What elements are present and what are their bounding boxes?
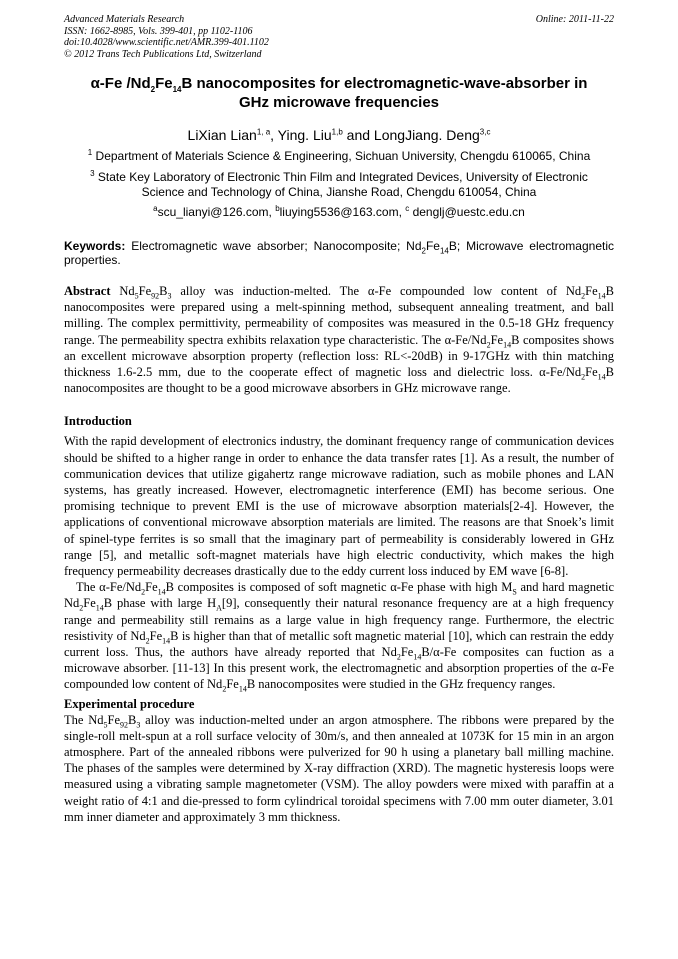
introduction-paragraph-1: With the rapid development of electronics industry, the dominant frequency range of communication devices should be shifted to a higher range in order to enhance the data transfer rates [1]. As a result, the number of communication devices that utilize gigahertz range microwave radiation, such as mobile phones and LAN systems, has greatly increased. However, electromagnetic interference (EMI) has become serious. One promising technique to prevent EMI is the use of microwave absorption materials[2-4]. However, the applications of conventional microwave absorption materials are limited. The reasons are that Snoek’s limit of spinel-type ferrites is so small that the imaginary part of permeability is considerably lowered in GHz range [5], and metallic soft-magnet materials have high electric conductivity, which makes the high frequency permeability decreases drastically due to the eddy current loss induced by EM wave [6-8]. — [64, 434, 614, 579]
paper-title: α-Fe $/Nd_2Fe_{14}B$ nanocomposites for electromagnetic-wave-absorber in GHz microwave frequencies — [90, 75, 588, 111]
online-date: Online: 2011-11-22 — [535, 14, 614, 25]
keywords: Keywords: Electromagnetic wave absorber; Nanocomposite; $Nd_2Fe_{14}B$; Microwave electromagnetic properties. — [64, 239, 614, 267]
journal-name: Advanced Materials Research — [64, 14, 185, 25]
introduction-paragraph-2: The $\alpha-Fe/Nd_2Fe_{14}B$ composites is composed of soft magnetic α-Fe phase with high $M_S$ and hard magnetic $Nd_2Fe_{14}B$ phase with large $H_A[9]$, consequently their natural resonance frequency are at a high frequency range and permeability still remains as a large value in high frequency range. Furthermore, the electric resistivity of $Nd_2Fe_{14}B$ is higher than that of metallic soft magnetic material [10], which can restrain the eddy current loss. Thus, the authors have already reported that $Nd_2Fe_{14}B/\alpha-Fe$ composites can fuction as a microwave absorber. [11-13] In this present work, the electromagnetic and absorption properties of the α-Fe compounded low content of $Nd_2Fe_{14}B$ nanocomposites were studied in the GHz frequency ranges. — [64, 580, 615, 694]
author-emails: $^a$scu_lianyi@126.com, $^b$liuying5536@163.com, $^c$ denglj@uestc.edu.cn — [153, 204, 525, 219]
affiliation-1: $^1$ Department of Materials Science & Engineering, Sichuan University, Chengdu 610065, China — [87, 148, 591, 163]
experimental-heading: Experimental procedure — [64, 696, 195, 711]
copyright: © 2012 Trans Tech Publications Ltd, Switzerland — [64, 48, 262, 60]
abstract: Abstract $Nd_5Fe_{92}B_3$ alloy was induction-melted. The α-Fe compounded low content of $Nd_2Fe_{14}B$ nanocomposites were prepared using a melt-spinning method, subsequent annealing treatment, and ball milling. The complex permittivity, permeability of composites was measured in the 0.5-18 GHz frequency range. The permeability spectra exhibits relaxation type characteristic. The $\alpha-Fe/Nd_2Fe_{14}B$ composites shows an excellent microwave absorption property (reflection loss: RL<-20dB) in 9-17GHz with thin matching thickness 1.6-2.5 mm, due to the cooperate effect of magnetic loss and dielectric loss. $\alpha-Fe/Nd_2Fe_{14}B$ nanocomposites are thought to be a good microwave absorbers in GHz microwave range. — [64, 284, 614, 396]
journal-header — [64, 14, 614, 60]
doi: doi:10.4028/www.scientific.net/AMR.399-401.1102 — [64, 37, 269, 48]
author-list: LiXian Lian$^{1, a}$, Ying. Liu$^{1,b}$ and LongJiang. Deng$^{3,c}$ — [187, 127, 491, 143]
affiliation-3: $^3$ State Key Laboratory of Electronic Thin Film and Integrated Devices, University of Electronic Science and Technology of China, Jianshe Road, Chengdu 610054, China — [90, 169, 588, 199]
introduction-heading: Introduction — [64, 414, 132, 429]
issn: ISSN: 1662-8985, Vols. 399-401, pp 1102-1106 — [64, 25, 253, 37]
abstract-label: Abstract — [64, 284, 111, 298]
keywords-label: Keywords: — [64, 239, 126, 253]
paper-page — [64, 14, 614, 825]
experimental-paragraph: The $Nd_5Fe_{92}B_3$ alloy was induction-melted under an argon atmosphere. The ribbons were prepared by the single-roll melt-spun at a roll surface velocity of 30m/s, and then annealed at 1073K for 15 min in an argon atmosphere. Part of the annealed ribbons were pulverized for 90 h using a planetary ball milling machine. The phases of the samples were determined by X-ray diffraction (XRD). The magnetic hysteresis loops were measured using a vibrating sample magnetometer (VSM). The alloy powders were mixed with paraffin at a weight ratio of 4:1 and die-pressed to form cylindrical toroidal specimens with 7.00 mm outer diameter, 3.01 mm inner diameter and approximately 3 mm thickness. — [64, 712, 614, 824]
